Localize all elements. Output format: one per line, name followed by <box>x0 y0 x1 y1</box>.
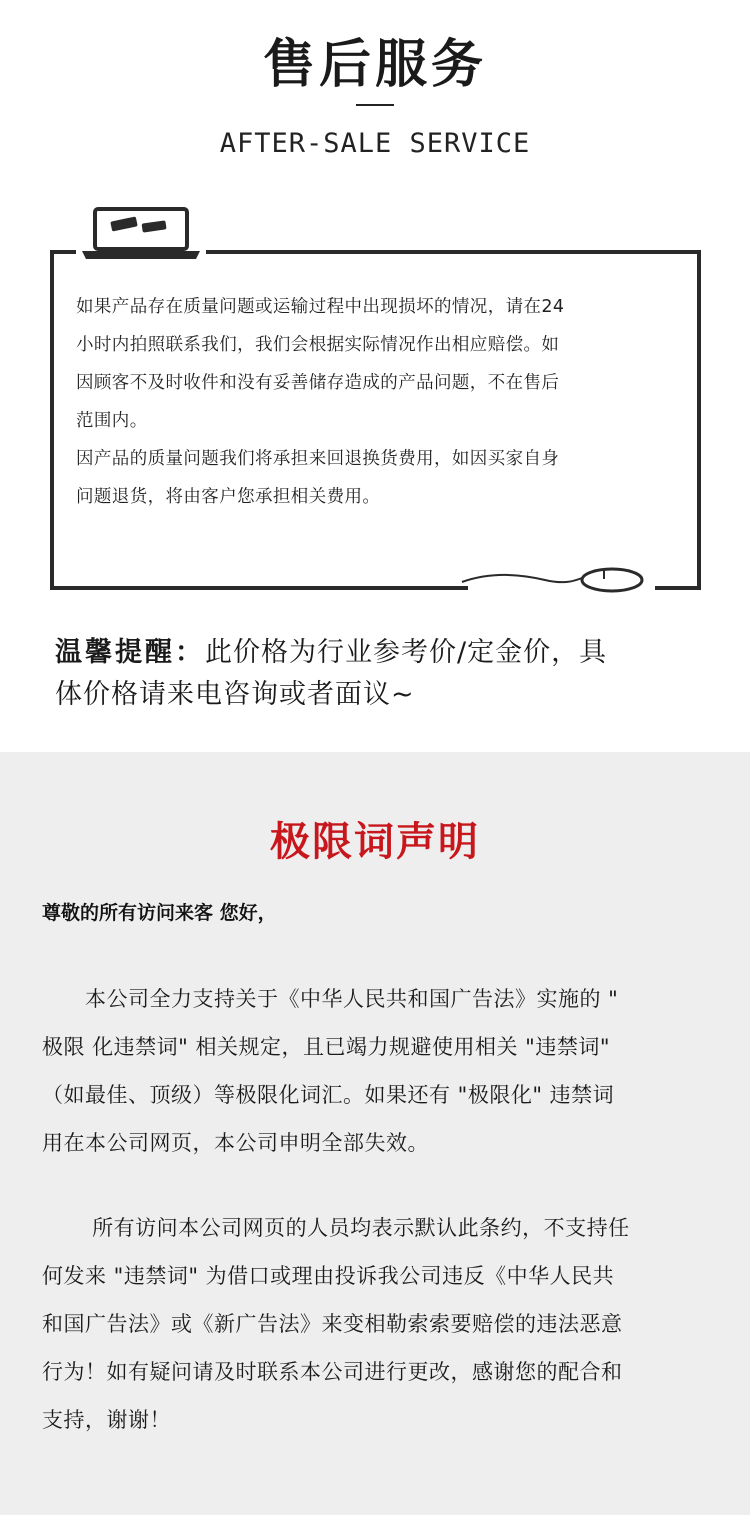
declaration-section <box>0 752 750 1515</box>
paragraph-line: 所有访问本公司网页的人员均表示默认此条约，不支持任 <box>42 1216 630 1240</box>
notice-line: 问题退货，将由客户您承担相关费用。 <box>76 487 381 507</box>
paragraph-line: 和国广告法》或《新广告法》来变相勒索索要赔偿的违法恶意 <box>42 1312 623 1336</box>
reminder-lead: 温馨提醒： <box>55 637 205 668</box>
paragraph-line: 用在本公司网页，本公司申明全部失效。 <box>42 1131 429 1155</box>
paragraph-line: 行为！如有疑问请及时联系本公司进行更改，感谢您的配合和 <box>42 1360 623 1384</box>
mouse-icon <box>582 569 642 591</box>
paragraph-line: 极限 化违禁词" 相关规定，且已竭力规避使用相关 "违禁词" <box>42 1035 611 1059</box>
notice-line: 小时内拍照联系我们，我们会根据实际情况作出相应赔偿。如 <box>76 335 560 355</box>
notice-line: 因产品的质量问题我们将承担来回退换货费用，如因买家自身 <box>76 449 560 469</box>
notice-line: 范围内。 <box>76 411 148 431</box>
reminder-line <box>55 632 705 674</box>
after-sale-title: 售后服务 <box>262 35 487 95</box>
after-sale-subtitle: AFTER-SALE SERVICE <box>219 128 531 159</box>
declaration-greeting: 尊敬的所有访问来客 您好， <box>42 902 277 924</box>
declaration-paragraph-2 <box>42 1204 712 1444</box>
paragraph-line: 何发来 "违禁词" 为借口或理由投诉我公司违反《中华人民共 <box>42 1264 615 1288</box>
declaration-title: 极限词声明 <box>270 819 480 865</box>
after-sale-notice <box>76 288 686 516</box>
price-reminder <box>55 632 705 716</box>
declaration-paragraph-1 <box>42 975 712 1167</box>
reminder-text: 此价格为行业参考价/定金价，具 <box>205 637 608 668</box>
paragraph-line: 支持，谢谢！ <box>42 1408 171 1432</box>
paragraph-line: （如最佳、顶级）等极限化词汇。如果还有 "极限化" 违禁词 <box>42 1083 615 1107</box>
notice-line: 如果产品存在质量问题或运输过程中出现损坏的情况，请在24 <box>76 297 565 317</box>
laptop-icon <box>82 209 200 259</box>
notice-line: 因顾客不及时收件和没有妥善储存造成的产品问题，不在售后 <box>76 373 560 393</box>
paragraph-line: 本公司全力支持关于《中华人民共和国广告法》实施的 " <box>42 987 619 1011</box>
reminder-text: 体价格请来电咨询或者面议~ <box>55 679 415 710</box>
after-sale-section <box>0 0 750 752</box>
